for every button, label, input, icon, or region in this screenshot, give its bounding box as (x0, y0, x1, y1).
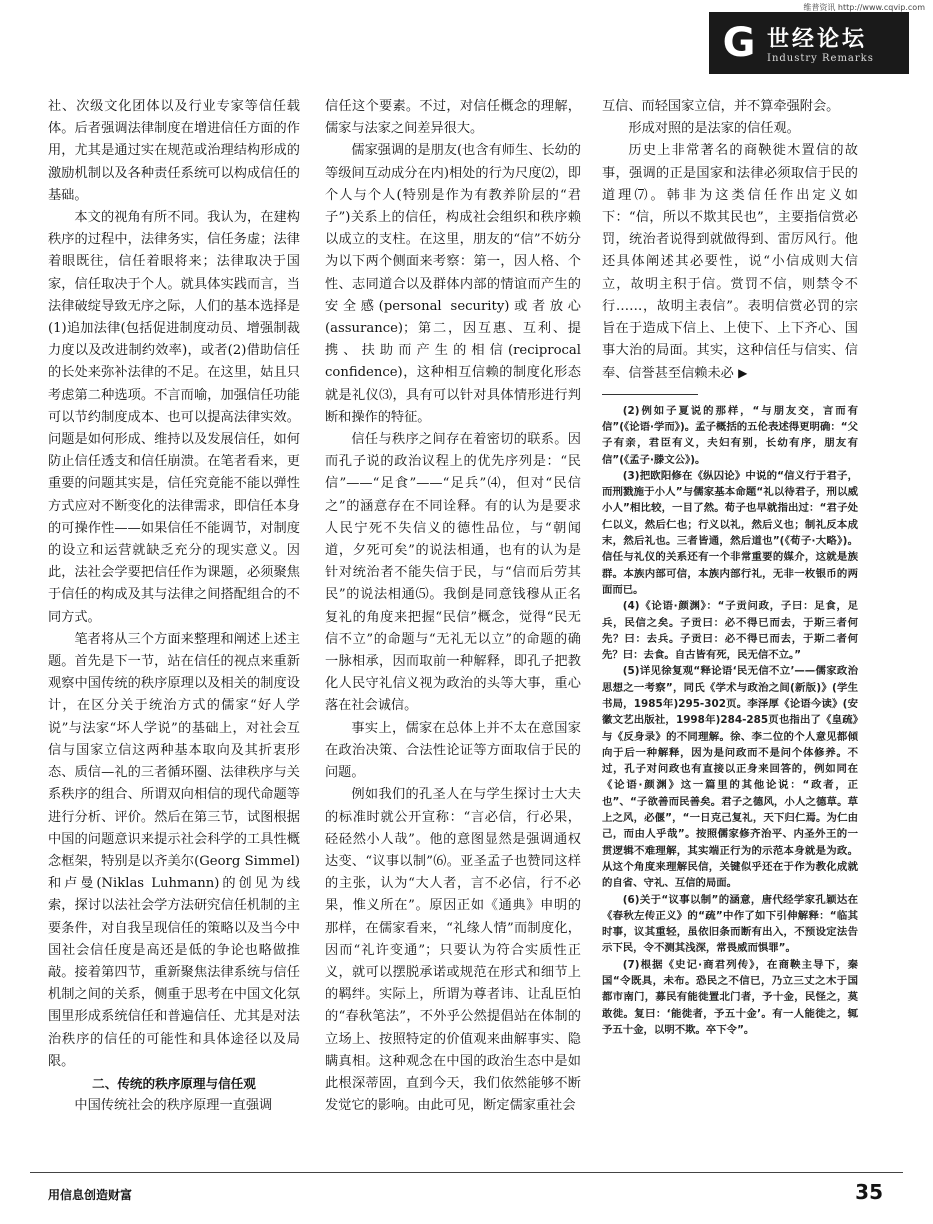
paragraph: 社、次级文化团体以及行业专家等信任载体。后者强调法律制度在增进信任方面的作用，尤其是通过实在规范或治理结构形成的激励机制以及各种责任系统可以构成信任的基础。 (48, 99, 300, 203)
paragraph: 信任这个要素。不过，对信任概念的理解，儒家与法家之间差异很大。 (325, 99, 581, 137)
page-number: 35 (855, 1180, 883, 1204)
text-column-2 (325, 96, 581, 1117)
footnote: (3)把欧阳修在《纵囚论》中说的“信义行于君子，而刑戮施于小人”与儒家基本命题“礼以待君子，刑以威小人”相比较，一目了然。荀子也早就指出过：“君子处仁以义，然后仁也；行义以礼，然后义也；制礼反本成末，然后礼也。三者皆通，然后道也”(《荀子·大略》)。信任与礼仪的关系还有一个非常重要的媒介，这就是族群。本族内部可信，本族内部行礼，无非一枚银币的两面而已。 (602, 469, 858, 596)
continue-arrow-icon: ▶ (738, 366, 748, 381)
paragraph: 中国传统社会的秩序原理一直强调 (74, 1098, 273, 1114)
column-3-body (602, 96, 858, 386)
section-heading: 二、传统的秩序原理与信任观 (92, 1075, 256, 1091)
paragraph: 事实上，儒家在总体上并不太在意国家在政治决策、合法性论证等方面取信于民的问题。 (325, 720, 581, 781)
footnote: (2)例如子夏说的那样，“与朋友交，言而有信”(《论语·学而》)。孟子概括的五伦表述得更明确：“父子有亲，君臣有义，夫妇有别，长幼有序，朋友有信”(《孟子·滕文公》)。 (602, 404, 858, 466)
logo-title: 世经论坛 (767, 27, 868, 52)
footnote: (4)《论语·颜渊》：“子贡问政，子曰：足食，足兵，民信之矣。子贡曰：必不得已而去，于斯三者何先？曰：去兵。子贡曰：必不得已而去，于斯二者何先？曰：去食。自古皆有死，民无信不立。” (602, 600, 858, 662)
text-column-1 (48, 96, 300, 1117)
watermark-text: 维普资讯 http://www.cqvip.com (803, 3, 925, 12)
column-logo (709, 12, 909, 74)
paragraph: 例如我们的孔圣人在与学生探讨士大夫的标准时就公开宣称：“言必信，行必果，硁硁然小人哉”。他的意图显然是强调通权达变、“议事以制”⑹。亚圣孟子也赞同这样的主张，认为“大人者，言不必信，行不必果，惟义所在”。原因正如《通典》申明的那样，在儒家看来，“礼缘人情”而制度化，因而“礼许变通”；只要认为符合实质性正义，就可以摆脱承诺或规范在形式和细节上的羁绊。实际上，所谓为尊者讳、让乱臣怕的“春秋笔法”，不外乎公然提倡站在体制的立场上、按照特定的价值观来曲解事实、隐瞒真相。这种观念在中国的政治生态中是如此根深蒂固，直到今天，我们依然能够不断发觉它的影响。由此可见，断定儒家重社会 (325, 787, 581, 1114)
logo-letter: G (722, 20, 756, 66)
footnote: (7)根据《史记·商君列传》，在商鞅主导下，秦国“令既具，未布。恐民之不信已，乃立三丈之木于国都市南门，募民有能徙置北门者，予十金，民怪之，莫敢徙。复曰：‘能徙者，予五十金’。有一人能徙之，辄予五十金，以明不欺。卒下令”。 (602, 958, 858, 1036)
paragraph: 本文的视角有所不同。我认为，在建构秩序的过程中，法律务实，信任务虚；法律着眼既往，信任着眼将来；法律取决于国家，信任取决于个人。就具体实践而言，当法律破绽导致无序之际，人们的基本选择是(1)追加法律(包括促进制度动员、增强制裁力度以及改进制约效率)，或者(2)借助信任的长处来弥补法律的不足。在这里，姑且只考虑第二种选项。不言而喻，加强信任功能可以节约制度成本、也可以提高法律实效。问题是如何形成、维持以及发展信任，如何防止信任透支和信任崩溃。在笔者看来，更重要的问题其实是，信任究竟能不能以弹性方式应对不断变化的法律需求，即信任本身的可操作性——如果信任不能调节，对制度的设立和运营就缺乏充分的现实意义。因此，法社会学要把信任作为课题，必须聚焦于信任的构成及其与法律之间搭配组合的不同方式。 (48, 210, 300, 625)
footer-rule (30, 1172, 903, 1173)
footnote: (5)详见徐复观“释论语‘民无信不立’——儒家政治思想之一考察”，同氏《学术与政治之间(新版)》(学生书局，1985年)295-302页。李泽厚《论语今读》(安徽文艺出版社，1998年)284-285页也指出了《皇疏》与《反身录》的不同理解。徐、李二位的个人意见都倾向于后一种解释，因为是问政而不是问个体修养。不过，孔子对问政也有直接以正身来回答的，例如同在《论语·颜渊》这一篇里的其他论说：“政者，正也”、“子欲善而民善矣。君子之德风，小人之德草。草上之风，必偃”，“一日克己复礼，天下归仁焉。为仁由己，而由人乎哉”。按照儒家修齐治平、内圣外王的一贯逻辑不难理解，其实端正行为的示范本身就是为政。从这个角度来理解民信，关键似乎还在于作为教化成就的自省、守礼、互信的局面。 (602, 665, 858, 890)
footnotes (602, 403, 858, 1039)
paragraph: 形成对照的是法家的信任观。 (628, 121, 800, 137)
footnote-divider (602, 394, 698, 395)
text-column-3 (602, 96, 858, 1038)
footer-slogan: 用信息创造财富 (48, 1188, 133, 1202)
logo-text (767, 22, 874, 64)
paragraph: 信任与秩序之间存在着密切的联系。因而孔子说的政治议程上的优先序列是：“民信”——“足食”——“足兵”⑷，但对“民信之”的涵意存在不同诠释。有的认为是要求人民宁死不失信义的德性品位，与“朝闻道，夕死可矣”的说法相通，也有的认为是针对统治者不能失信于民，与“信而后劳其民”的说法相通⑸。我倒是同意钱穆从正名复礼的角度来把握“民信”概念，觉得“民无信不立”的命题与“无礼无以立”的命题的确一脉相承，因而取前一种解释，即孔子把教化人民守礼信义视为政治的头等大事，重心落在社会诚信。 (325, 432, 581, 714)
paragraph: 互信、而轻国家立信，并不算牵强附会。 (602, 99, 840, 114)
footnote: (6)关于“议事以制”的涵意，唐代经学家孔颖达在《春秋左传正义》的“疏”中作了如下引伸解释：“临其时事，议其重轻，虽依旧条而断有出入，不预设定法告示下民，令不测其浅深，常畏威而惧罪”。 (602, 893, 858, 955)
paragraph: 儒家强调的是朋友(也含有师生、长幼的等级间互动成分在内)相处的行为尺度⑵，即个人与个人(特别是作为有教养阶层的“君子”)关系上的信任，构成社会组织和秩序赖以成立的支柱。在这里，朋友的“信”不妨分为以下两个侧面来考察：第一，因人格、个性、志同道合以及群体内部的情谊而产生的安全感(personal security)或者放心(assurance)；第二，因互惠、互利、提携、扶助而产生的相信(reciprocal confidence)，这种相互信赖的制度化形态就是礼仪⑶，具有可以针对具体情形进行判断和操作的特征。 (325, 143, 581, 425)
logo-subtitle: Industry Remarks (767, 53, 874, 64)
paragraph: 笔者将从三个方面来整理和阐述上述主题。首先是下一节，站在信任的视点来重新观察中国传统的秩序原理以及相关的制度设计，在区分关于统治方式的儒家“好人学说”与法家“坏人学说”的基础上，对社会互信与国家立信这两种基本取向及其折衷形态、质信—礼的三者循环圈、法律秩序与关系秩序的组合、所谓双向相信的现代命题等进行分析、评价。然后在第三节，试图根据中国的问题意识来提示社会科学的工具性概念框架，特别是以齐美尔(Georg Simmel)和卢曼(Niklas Luhmann)的创见为线索，探讨以法社会学方法研究信任机制的主要条件，对自我呈现信任的策略以及当今中国社会信任度是高还是低的争论也略做推敲。接着第四节，重新聚焦法律系统与信任机制之间的关系，侧重于思考在中国文化氛围里形成系统信任和普遍信任、尤其是对法治秩序的信任的可能性和具体途径以及局限。 (48, 631, 300, 1069)
paragraph: 历史上非常著名的商鞅徙木置信的故事，强调的正是国家和法律必须取信于民的道理⑺。韩非为这类信任作出定义如下：“信，所以不欺其民也”，主要指信赏必罚，统治者说得到就做得到、雷厉风行。他还具体阐述其必要性，说“小信成则大信立，故明主积于信。赏罚不信，则禁令不行……，故明主表信”。表明信赏必罚的宗旨在于造成下信上、上使下、上下齐心、国事大治的局面。其实，这种信任与信实、信奉、信誉甚至信赖未必 ▶ (602, 143, 858, 382)
